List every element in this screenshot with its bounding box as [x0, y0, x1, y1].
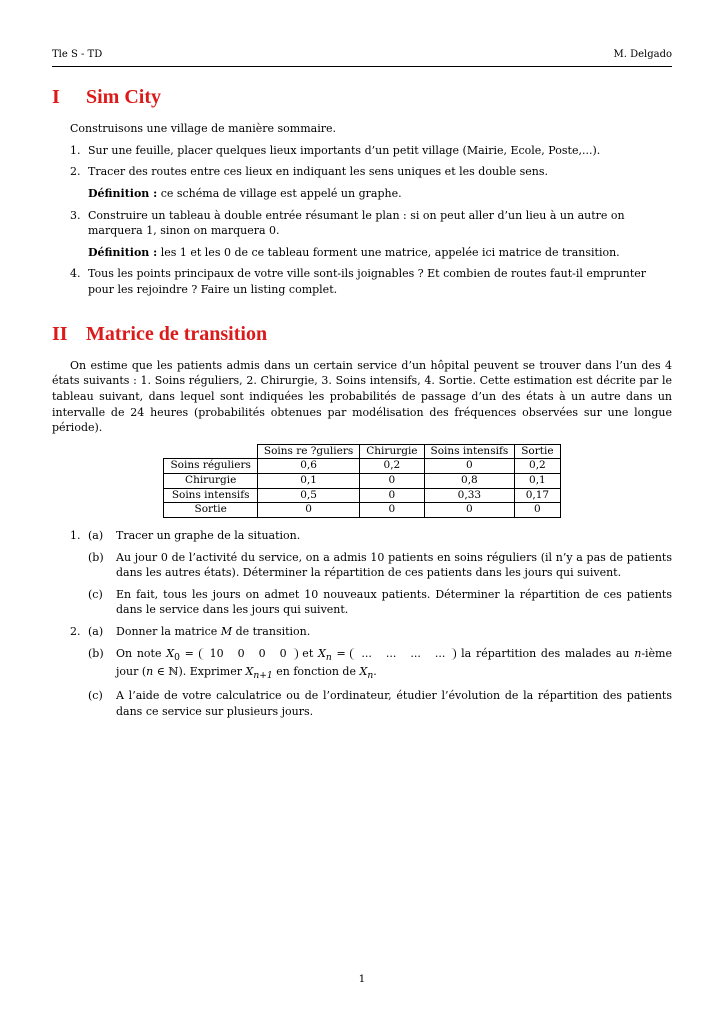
definition-graph: Définition : ce schéma de village est appelé un graphe.: [88, 187, 402, 201]
table-cell: 0,2: [360, 459, 424, 474]
page-number: 1: [358, 973, 366, 985]
table-cell: 0: [424, 459, 515, 474]
page: [52, 48, 672, 725]
row-header: Sortie: [164, 503, 257, 518]
table-cell: 0,1: [515, 474, 560, 489]
question-1a: (a) Tracer un graphe de la situation.: [88, 528, 301, 542]
question-2-parts: [88, 624, 672, 719]
list-item: 4. Tous les points principaux de votre ville sont-ils joignables ? Et combien de routes faut-il emprunter pour les rejoindre ? Faire un listing complet.: [70, 267, 647, 297]
transition-table: [163, 444, 560, 518]
question-1-parts: [88, 528, 672, 618]
table-cell: 0: [515, 503, 560, 518]
table-row: [164, 459, 560, 474]
row-header: Soins intensifs: [164, 488, 257, 503]
list-item: 1. Sur une feuille, placer quelques lieux importants d’un petit village (Mairie, Ecole, Poste,...).: [70, 143, 601, 157]
question-2a: (a) Donner la matrice M de transition.: [88, 624, 311, 638]
table-row: [164, 474, 560, 489]
column-header: Soins re ?guliers: [257, 444, 359, 459]
row-header: Soins réguliers: [164, 459, 257, 474]
column-header: Chirurgie: [360, 444, 424, 459]
question-2b: (b) On note $X_0 = 10$ 0 0 0 et $X_n$ = ... ... ... ... la répartition des malades au n-ième jour (n ∈ ℕ). Exprimer $X_{n+1}$ en fonction de $X_n$.: [88, 646, 672, 681]
vector-xn: ... ... ... ...: [350, 648, 456, 661]
column-header: Sortie: [515, 444, 560, 459]
table-row: [164, 488, 560, 503]
section-1-list-cont: [52, 208, 672, 239]
section-2-number: II: [52, 322, 68, 345]
table-cell: 0: [257, 503, 359, 518]
table-corner: [164, 444, 257, 459]
section-1-title: I Sim City: [52, 86, 161, 109]
section-1-list-end: [52, 266, 672, 297]
question-1: 1. (a) Tracer un graphe de la situation. (b) Au jour 0 de l’activité du service, on a admis 10 patients en soins réguliers (il n’y a pas de patients dans les autres états). Déterminer la répartition de ces patients dans les jours qui suivent. (c) En fait, tous les jours on admet 10 nouveaux patients. Déterminer la répartition de ces patients dans le service dans les jours qui suivent.: [70, 528, 672, 617]
definition-matrix: Définition : les 1 et les 0 de ce tableau forment une matrice, appelée ici matrice de transition.: [88, 245, 620, 259]
questions-list: [52, 528, 672, 719]
section-1-intro: Construisons une village de manière sommaire.: [70, 122, 336, 136]
column-header: Soins intensifs: [424, 444, 515, 459]
table-cell: 0,1: [257, 474, 359, 489]
section-2-title: II Matrice de transition: [52, 322, 268, 345]
table-cell: 0,6: [257, 459, 359, 474]
question-2: 2. (a) Donner la matrice M de transition. (b) On note $X_0 = 10$ 0 0 0 et $X_n$ = ... ... ... ... la répartition des malades au n-ième jour (n ∈ ℕ). Exprimer $X_{n+1}$ en fonction de $X_n$. (c) A l’aide de votre calculatrice ou de l’ordinateur, étudier l’évolution de la répartition des patients dans ce service sur plusieurs jours.: [70, 624, 672, 718]
table-cell: 0,33: [424, 488, 515, 503]
table-row: [164, 503, 560, 518]
list-item: 2. Tracer des routes entre ces lieux en indiquant les sens uniques et les double sens.: [70, 165, 548, 179]
section-2-paragraph: On estime que les patients admis dans un certain service d’un hôpital peuvent se trouver dans l’un des 4 états suivants : 1. Soins réguliers, 2. Chirurgie, 3. Soins intensifs, 4. Sortie. Cette estimation est décrite par le tableau suivant, dans lequel sont indiquées les probabilités de passage d’un des états à un autre dans un intervalle de 24 heures (probabilités obtenues par modélisation des fréquences observées sur une longue période).: [52, 358, 672, 435]
table-cell: 0,2: [515, 459, 560, 474]
section-1-list: [52, 143, 672, 180]
table-cell: 0: [360, 474, 424, 489]
vector-x0: 10 0 0 0: [199, 648, 298, 661]
list-item: 3. Construire un tableau à double entrée résumant le plan : si on peut aller d’un lieu à un autre on marquera 1, sinon on marquera 0.: [70, 208, 625, 238]
row-header: Chirurgie: [164, 474, 257, 489]
table-cell: 0,8: [424, 474, 515, 489]
page-header: [52, 48, 672, 67]
table-header-row: [164, 444, 560, 459]
question-1c: (c) En fait, tous les jours on admet 10 nouveaux patients. Déterminer la répartition de ces patients dans le service dans les jours qui suivent.: [88, 587, 672, 617]
table-cell: 0: [360, 488, 424, 503]
table-cell: 0,17: [515, 488, 560, 503]
section-1-number: I: [52, 86, 60, 109]
header-author: M. Delgado: [613, 49, 672, 60]
question-1b: (b) Au jour 0 de l’activité du service, on a admis 10 patients en soins réguliers (il n’y a pas de patients dans les autres états). Déterminer la répartition de ces patients dans les jours qui suivent.: [88, 550, 672, 580]
table-cell: 0: [360, 503, 424, 518]
question-2c: (c) A l’aide de votre calculatrice ou de l’ordinateur, étudier l’évolution de la répartition des patients dans ce service sur plusieurs jours.: [88, 688, 672, 718]
header-course: Tle S - TD: [52, 49, 103, 60]
table-cell: 0: [424, 503, 515, 518]
table-cell: 0,5: [257, 488, 359, 503]
